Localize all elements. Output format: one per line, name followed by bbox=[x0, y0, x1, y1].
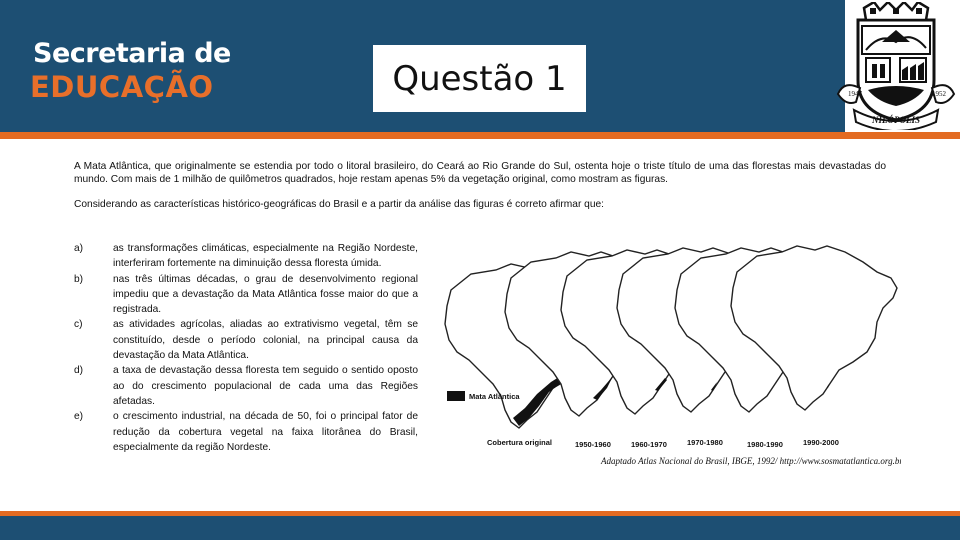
option-text: as transformações climáticas, especialmente na Região Nordeste, interferiram fortemente na diminuição dessa floresta úmida. bbox=[113, 243, 418, 270]
option-c[interactable] bbox=[74, 317, 418, 363]
logo-secretaria: Secretaria de bbox=[33, 38, 231, 69]
caption-1970-1980: 1970-1980 bbox=[687, 438, 723, 447]
option-letter: a) bbox=[74, 243, 84, 254]
answer-options bbox=[74, 241, 418, 455]
caption-1990-2000: 1990-2000 bbox=[803, 438, 839, 447]
crest-city-name: NILÓPOLIS bbox=[871, 115, 921, 125]
logo-educacao: EDUCAÇÃO bbox=[30, 70, 214, 104]
legend-label: Mata Atlântica bbox=[469, 392, 520, 401]
option-letter: b) bbox=[74, 273, 84, 285]
city-crest-logo bbox=[836, 2, 956, 130]
question-text bbox=[74, 160, 886, 211]
option-a[interactable] bbox=[74, 241, 418, 272]
header bbox=[0, 0, 960, 132]
figure-credit: Adaptado Atlas Nacional do Brasil, IBGE, 1992/ http://www.sosmatatlantica.org.br bbox=[601, 456, 901, 466]
crest-year-left: 1947 bbox=[848, 90, 862, 98]
caption-original: Cobertura original bbox=[487, 438, 553, 447]
option-text: as atividades agrícolas, aliadas ao extrativismo vegetal, têm se constituído, desde o período colonial, na principal causa da devastação da Mata Atlântica. bbox=[113, 319, 418, 362]
question-intro: A Mata Atlântica, que originalmente se estendia por todo o litoral brasileiro, do Ceará ao Rio Grande do Sul, ostenta hoje o triste título de uma das florestas mais devastadas do mundo. Com mais de 1 milhão de quilômetros quadrados, hoje restam apenas 5% da vegetação original, como mostram as figuras. bbox=[74, 161, 886, 185]
caption-1980-1990: 1980-1990 bbox=[747, 440, 783, 449]
option-letter: d) bbox=[74, 365, 84, 377]
option-d[interactable] bbox=[74, 363, 418, 409]
caption-1960-1970: 1960-1970 bbox=[631, 440, 667, 449]
option-text: nas três últimas décadas, o grau de desenvolvimento regional impediu que a devastação da Mata Atlântica fosse maior do que a registrada. bbox=[113, 273, 418, 316]
option-e[interactable] bbox=[74, 409, 418, 455]
footer-orange-stripe bbox=[0, 511, 960, 516]
option-letter: e) bbox=[74, 411, 84, 423]
title-box bbox=[373, 45, 586, 112]
option-text: a taxa de devastação dessa floresta tem seguido o sentido oposto ao do crescimento populacional de cada uma das Regiões afetadas. bbox=[113, 365, 418, 407]
option-text: o crescimento industrial, na década de 50, foi o principal fator de redução da cobertura vegetal na faixa litorânea do Brasil, especialmente da região Nordeste. bbox=[113, 411, 418, 453]
caption-1950-1960: 1950-1960 bbox=[575, 440, 611, 449]
crest-year-right: 1952 bbox=[932, 90, 946, 98]
question-prompt: Considerando as características histórico-geográficas do Brasil e a partir da análise das figuras é correto afirmar que: bbox=[74, 199, 605, 210]
legend-swatch bbox=[447, 391, 465, 401]
atlantic-forest-maps-figure bbox=[441, 240, 901, 475]
option-b[interactable] bbox=[74, 272, 418, 318]
option-letter: c) bbox=[74, 319, 83, 331]
header-orange-stripe bbox=[0, 132, 960, 139]
page-title: Questão 1 bbox=[392, 58, 567, 99]
